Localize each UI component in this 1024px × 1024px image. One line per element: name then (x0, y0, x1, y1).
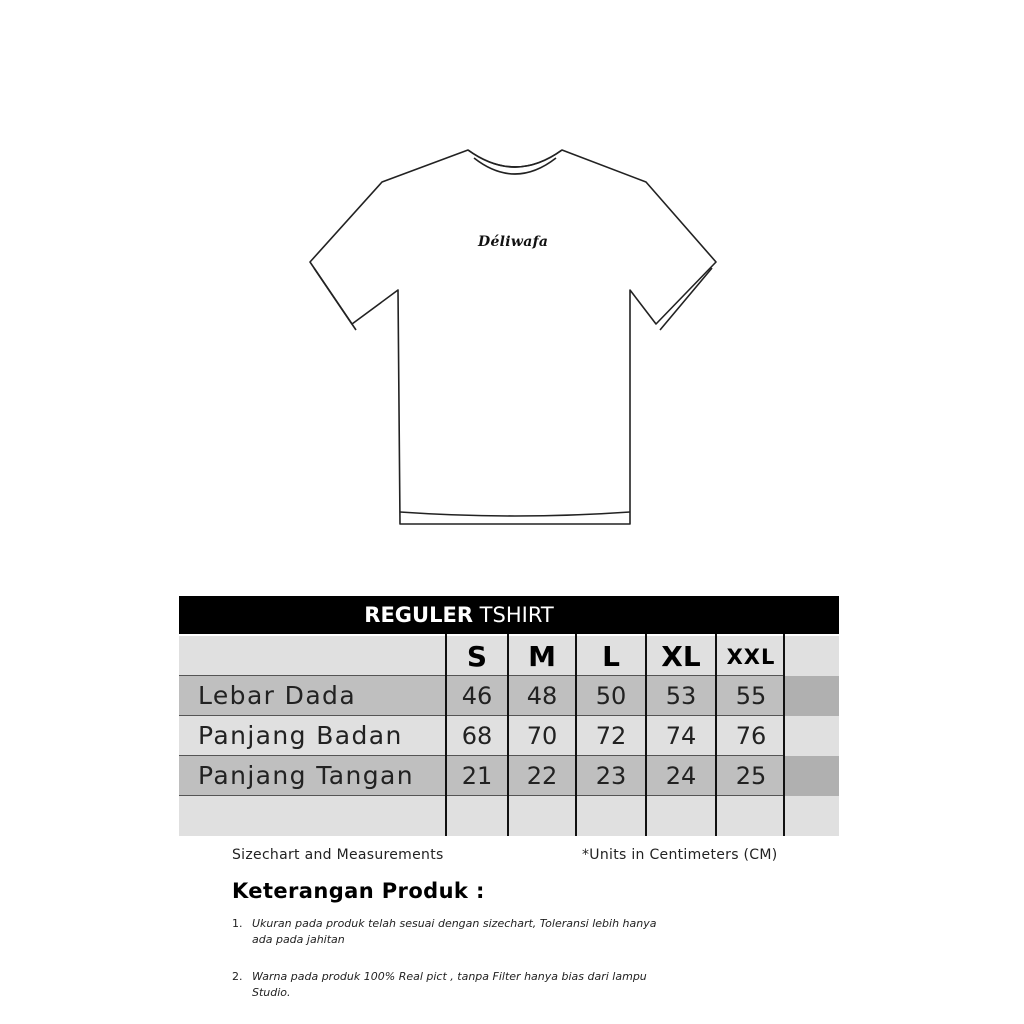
value-cell: 76 (735, 722, 767, 750)
size-xxl: XXL (726, 645, 776, 669)
value-cell: 53 (665, 682, 697, 710)
tail-cell (785, 636, 839, 676)
size-l: L (602, 640, 620, 673)
empty-row (179, 796, 839, 836)
size-chart-header (179, 596, 839, 634)
list-number: 2. (232, 970, 243, 983)
size-chart-title-bold: REGULER (364, 603, 473, 627)
size-xl: XL (661, 640, 701, 673)
row-label: Panjang Badan (198, 721, 403, 750)
value-cell: 50 (595, 682, 627, 710)
column-divider (445, 634, 447, 836)
caption-sizechart: Sizechart and Measurements (232, 847, 444, 863)
row-label: Panjang Tangan (198, 761, 414, 790)
value-cell: 68 (461, 722, 493, 750)
table-row (179, 716, 839, 756)
tail-cell (785, 676, 839, 716)
value-cell: 70 (526, 722, 558, 750)
caption-units: *Units in Centimeters (CM) (582, 847, 778, 863)
list-item (232, 969, 672, 1001)
column-divider (575, 634, 577, 836)
size-chart-table (179, 596, 839, 836)
value-cell: 48 (526, 682, 558, 710)
value-cell: 21 (461, 762, 493, 790)
value-cell: 24 (665, 762, 697, 790)
list-number: 1. (232, 917, 243, 930)
tail-cell (785, 756, 839, 796)
size-s: S (466, 640, 488, 673)
brand-logo: Déliwafa (478, 234, 549, 250)
value-cell: 72 (595, 722, 627, 750)
tail-cell (785, 796, 839, 836)
size-chart-title-rest: TSHIRT (479, 603, 554, 627)
value-cell: 74 (665, 722, 697, 750)
column-divider (645, 634, 647, 836)
size-header-row (179, 636, 839, 676)
notes-list (232, 916, 672, 1022)
list-item (232, 916, 672, 948)
value-cell: 23 (595, 762, 627, 790)
size-chart-title (179, 602, 739, 628)
value-cell: 22 (526, 762, 558, 790)
size-m: M (528, 640, 556, 673)
tail-cell (785, 716, 839, 756)
row-divider (179, 755, 785, 756)
table-row (179, 676, 839, 716)
list-text: Warna pada produk 100% Real pict , tanpa Filter hanya bias dari lampu Studio. (252, 970, 647, 999)
row-divider (179, 715, 785, 716)
column-divider (507, 634, 509, 836)
value-cell: 46 (461, 682, 493, 710)
tshirt-outline-icon (300, 140, 730, 540)
row-label: Lebar Dada (198, 681, 357, 710)
row-divider (179, 675, 785, 676)
value-cell: 25 (735, 762, 767, 790)
tshirt-illustration (300, 140, 730, 540)
list-text: Ukuran pada produk telah sesuai dengan sizechart, Toleransi lebih hanya ada pada jahitan (252, 917, 657, 946)
notes-title: Keterangan Produk : (232, 879, 485, 903)
value-cell: 55 (735, 682, 767, 710)
table-row (179, 756, 839, 796)
column-divider (783, 634, 785, 836)
column-divider (715, 634, 717, 836)
row-divider (179, 795, 785, 796)
